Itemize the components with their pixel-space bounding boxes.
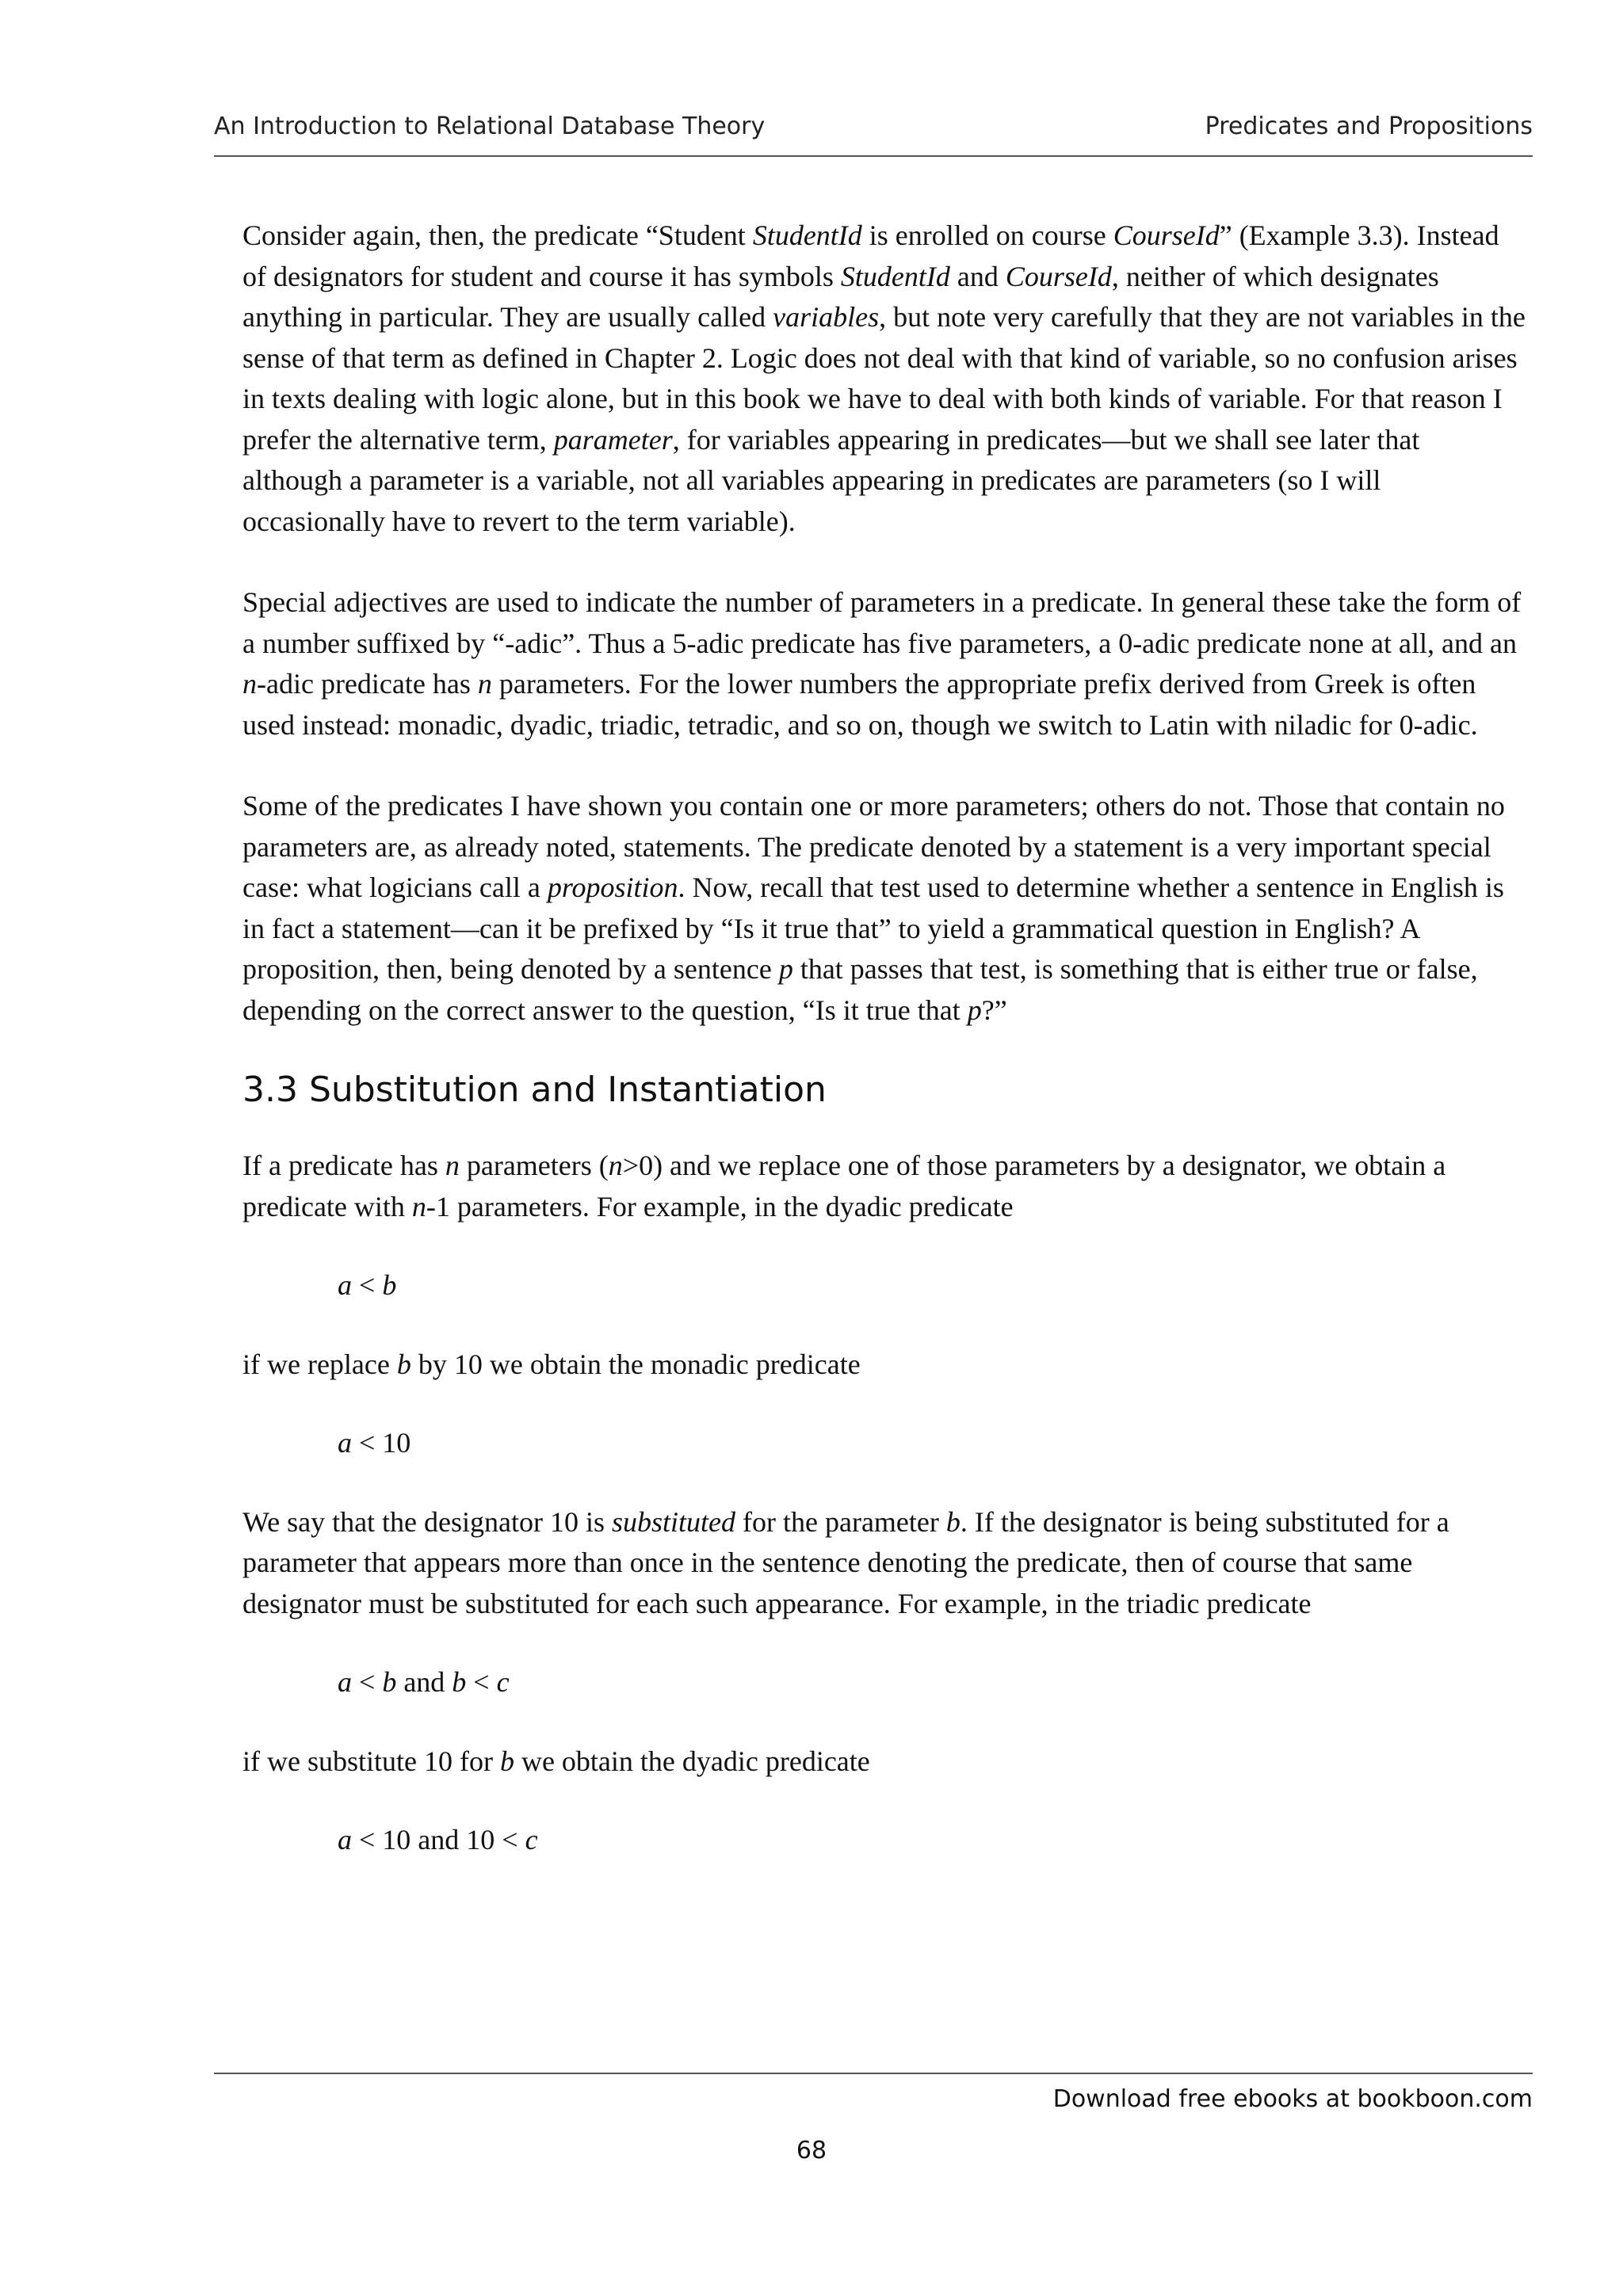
book-title: An Introduction to Relational Database Theory — [214, 113, 766, 140]
page-number: 68 — [796, 2137, 827, 2164]
italic-term: n — [477, 668, 492, 700]
italic-term: n — [445, 1150, 460, 1181]
running-header — [214, 111, 1533, 157]
italic-term: CourseId — [1113, 219, 1220, 251]
paragraph-substituted: We say that the designator 10 is substituted for the parameter b. If the designator is being substituted for a parameter that appears more than once in the sentence denoting the predicate, then of course that same designator must be substituted for each such appearance. For example, in the triadic predicate — [242, 1505, 1449, 1619]
example-formula: a < b — [338, 1269, 397, 1301]
example-formula: a < 10 — [338, 1427, 411, 1459]
italic-term: b — [396, 1348, 411, 1380]
italic-term: b — [499, 1745, 514, 1777]
paragraph-substitute-10: if we substitute 10 for b we obtain the dyadic predicate — [242, 1745, 870, 1777]
example-formula: a < b and b < c — [338, 1666, 510, 1698]
italic-term: CourseId — [1005, 260, 1112, 292]
paragraph-replace-b: if we replace b by 10 we obtain the monadic predicate — [242, 1348, 861, 1380]
paragraph-propositions: Some of the predicates I have shown you contain one or more parameters; others do not. Those that contain no parameters are, as already noted, statements. The predicate denoted by a statement is a very important special case: what logicians call a proposition. Now, recall that test used to determine whether a sentence in English is in fact a statement—can it be prefixed by “Is it true that” to yield a grammatical question in English? A proposition, then, being denoted by a sentence p that passes that test, is something that is either true or false, depending on the correct answer to the question, “Is it true that p?” — [242, 790, 1505, 1026]
italic-term: variables — [773, 301, 880, 333]
italic-term: n — [242, 668, 257, 700]
italic-term: StudentId — [752, 219, 862, 251]
italic-term: StudentId — [840, 260, 950, 292]
italic-term: p — [967, 994, 982, 1026]
paragraph-substitution-intro: If a predicate has n parameters (n>0) and we replace one of those parameters by a designator, we obtain a predicate with n-1 parameters. For example, in the dyadic predicate — [242, 1150, 1446, 1222]
example-formula: a < 10 and 10 < c — [338, 1824, 538, 1855]
italic-term: p — [778, 953, 793, 985]
italic-term: b — [945, 1505, 960, 1538]
italic-term: substituted — [612, 1505, 736, 1538]
footer-divider — [214, 2073, 1533, 2074]
chapter-title: Predicates and Propositions — [1205, 113, 1533, 140]
italic-term: proposition — [547, 871, 678, 903]
section-heading: 3.3 Substitution and Instantiation — [242, 1070, 827, 1110]
italic-term: parameter — [553, 423, 673, 456]
italic-term: n — [608, 1150, 623, 1181]
paragraph-variables: Consider again, then, the predicate “Student StudentId is enrolled on course CourseId” (Example 3.3). Instead of designators for student and course it has symbols StudentId and CourseId, neither of which designates anything in particular. They are usually called variables, but note very carefully that they are not variables in the sense of that term as defined in Chapter 2. Logic does not deal with that kind of variable, so no confusion arises in texts dealing with logic alone, but in this book we have to deal with both kinds of variable. For that reason I prefer the alternative term, parameter, for variables appearing in predicates—but we shall see later that although a parameter is a variable, not all variables appearing in predicates are parameters (so I will occasionally have to revert to the term variable). — [242, 219, 1526, 537]
italic-term: n — [411, 1190, 426, 1222]
footer-credit: Download free ebooks at bookboon.com — [1052, 2085, 1533, 2113]
paragraph-adicity: Special adjectives are used to indicate the number of parameters in a predicate. In general these take the form of a number suffixed by “-adic”. Thus a 5-adic predicate has five parameters, a 0-adic predicate none at all, and an n-adic predicate has n parameters. For the lower numbers the appropriate prefix derived from Greek is often used instead: monadic, dyadic, triadic, tetradic, and so on, though we switch to Latin with niladic for 0-adic. — [242, 586, 1522, 741]
main-content — [242, 215, 1526, 1899]
